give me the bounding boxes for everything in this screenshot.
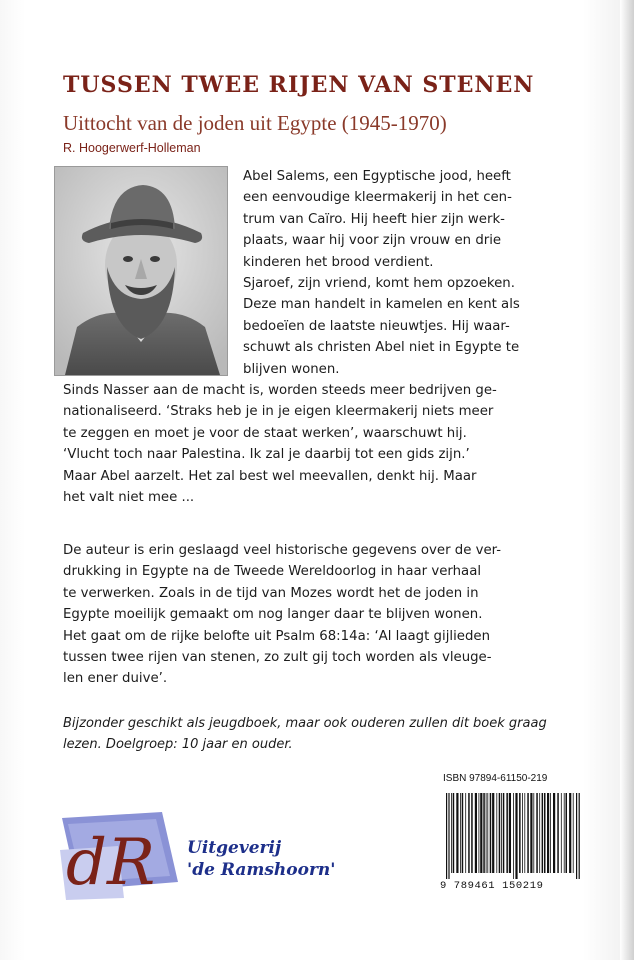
- publisher-logo-icon: [58, 810, 188, 902]
- barcode-bar: [579, 793, 580, 879]
- barcode-bar: [471, 793, 473, 873]
- blurb-line: len ener duive’.: [63, 671, 168, 687]
- book-title: TUSSEN TWEE RIJEN VAN STENEN: [63, 72, 535, 98]
- blurb-line: trum van Caïro. Hij heeft hier zijn werk-: [243, 211, 505, 227]
- barcode-bar: [533, 793, 534, 873]
- blurb-line: plaats, waar hij voor zijn vrouw en drie: [243, 233, 502, 249]
- note-line: Bijzonder geschikt als jeugdboek, maar ook ouderen zullen dit boek graag: [63, 716, 547, 731]
- barcode-bar: [492, 793, 494, 873]
- note-line: lezen. Doelgroep: 10 jaar en ouder.: [63, 737, 293, 752]
- barcode-bar: [566, 793, 568, 873]
- isbn-label: ISBN 97894-61150-219: [443, 773, 548, 784]
- barcode-bar: [522, 793, 523, 873]
- barcode-bar: [501, 793, 502, 873]
- barcode-bar: [448, 793, 449, 879]
- blurb-line: tussen twee rijen van stenen, zo zult gij toch worden als vleuge-: [63, 650, 492, 666]
- blurb-line: drukking in Egypte na de Tweede Wereldoorlog in haar verhaal: [63, 564, 482, 580]
- barcode: [444, 793, 582, 879]
- blurb-line: te zeggen en moet je voor de staat werken’, waarschuwt hij.: [63, 425, 467, 441]
- barcode-bar: [480, 793, 482, 873]
- barcode-bar: [513, 793, 514, 879]
- barcode-bar: [539, 793, 540, 873]
- barcode-digits: 9 789461 150219: [440, 880, 544, 892]
- barcode-bar: [490, 793, 492, 873]
- blurb-line: bedoeïen de laatste nieuwtjes. Hij waar-: [243, 318, 510, 334]
- publisher-name-line2: 'de Ramshoorn': [187, 860, 336, 880]
- logo-letters: dR: [66, 826, 156, 900]
- blurb-line: Deze man handelt in kamelen en kent als: [243, 297, 520, 313]
- barcode-bar: [453, 793, 455, 873]
- barcode-bar: [561, 793, 562, 873]
- barcode-bar: [557, 793, 559, 873]
- barcode-bar: [550, 793, 551, 873]
- barcode-bar: [460, 793, 461, 873]
- audience-note: [63, 713, 583, 755]
- barcode-bar: [524, 793, 525, 873]
- barcode-bar: [564, 793, 565, 873]
- blurb-line: ‘Vlucht toch naar Palestina. Ik zal je daarbij tot een gids zijn.’: [63, 447, 470, 463]
- barcode-bar: [515, 793, 517, 879]
- barcode-bar: [475, 793, 477, 873]
- barcode-bar: [553, 793, 555, 873]
- barcode-bar: [465, 793, 466, 873]
- book-subtitle: Uittocht van de joden uit Egypte (1945-1970): [63, 111, 447, 135]
- publisher-logo: [58, 810, 188, 902]
- barcode-bar: [468, 793, 470, 873]
- barcode-bar: [569, 793, 571, 873]
- blurb-line: blijven wonen.: [243, 361, 340, 377]
- blurb-author-paragraph: [63, 540, 583, 690]
- barcode-bar: [509, 793, 511, 873]
- blurb-line: Het gaat om de rijke belofte uit Psalm 68:14a: ‘Al laagt gijlieden: [63, 628, 490, 644]
- blurb-line: Sinds Nasser aan de macht is, worden steeds meer bedrijven ge-: [63, 383, 497, 398]
- blurb-line: te verwerken. Zoals in de tijd van Mozes wordt het de joden in: [63, 585, 479, 601]
- portrait-photo: [54, 166, 228, 376]
- barcode-bar: [573, 793, 574, 873]
- barcode-bar: [527, 793, 529, 873]
- blurb-line: Abel Salems, een Egyptische jood, heeft: [243, 169, 511, 184]
- blurb-line: Sjaroef, zijn vriend, komt hem opzoeken.: [243, 276, 515, 292]
- barcode-icon: [444, 793, 582, 879]
- blurb-line: een eenvoudige kleermakerij in het cen-: [243, 190, 512, 206]
- page-edge: [620, 0, 634, 960]
- barcode-bar: [506, 793, 508, 873]
- barcode-bar: [446, 793, 447, 879]
- barcode-bar: [462, 793, 464, 873]
- blurb-line: schuwt als christen Abel niet in Egypte te: [243, 340, 520, 356]
- barcode-bar: [496, 793, 497, 873]
- blurb-line: De auteur is erin geslaagd veel historische gegevens over de ver-: [63, 543, 502, 558]
- blurb-line: nationaliseerd. ‘Straks heb je in je eigen kleermakerij niets meer: [63, 404, 494, 420]
- barcode-bar: [456, 793, 458, 873]
- blurb-line: Egypte moeilijk gemaakt om nog langer daar te blijven wonen.: [63, 607, 483, 623]
- barcode-bar: [536, 793, 538, 873]
- barcode-bar: [486, 793, 487, 873]
- blurb-line: het valt niet mee ...: [63, 490, 195, 506]
- blurb-line: kinderen het brood verdient.: [243, 254, 434, 270]
- publisher-name: [187, 837, 335, 881]
- barcode-bar: [487, 793, 488, 873]
- barcode-bar: [451, 793, 452, 873]
- blurb-line: Maar Abel aarzelt. Het zal best wel meevallen, denkt hij. Maar: [63, 468, 477, 484]
- barcode-bar: [547, 793, 549, 873]
- blurb-intro-right: [243, 166, 579, 380]
- barcode-bar: [479, 793, 480, 873]
- barcode-bar: [576, 793, 577, 879]
- barcode-bar: [483, 793, 485, 873]
- barcode-bar: [530, 793, 532, 873]
- barcode-bar: [499, 793, 501, 873]
- barcode-bar: [544, 793, 546, 873]
- book-author: R. Hoogerwerf-Holleman: [63, 141, 201, 155]
- barcode-bar: [503, 793, 505, 873]
- blurb-intro-full: [63, 380, 583, 508]
- barcode-bar: [542, 793, 544, 873]
- portrait-illustration: [55, 167, 227, 375]
- publisher-name-line1: Uitgeverij: [187, 838, 282, 858]
- barcode-bar: [519, 793, 521, 873]
